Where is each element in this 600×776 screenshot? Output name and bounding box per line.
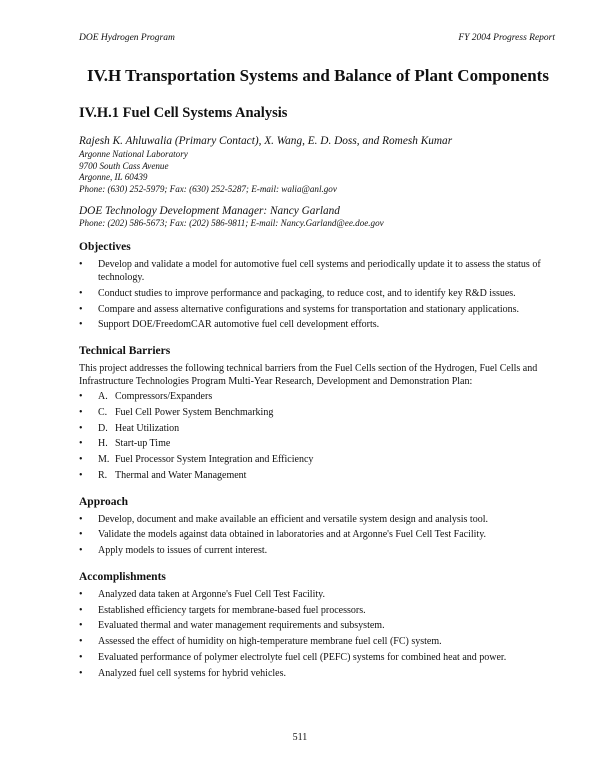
bullet-icon: •	[79, 667, 83, 679]
list-item-text: Conduct studies to improve performance and packaging, to reduce cost, and to identify key R&D issues.	[98, 287, 516, 299]
list-item-text: Develop, document and make available an efficient and versatile system design and analysis tool.	[98, 513, 488, 525]
affiliation-street: 9700 South Cass Avenue	[79, 160, 169, 171]
list-item	[79, 605, 557, 618]
list-item	[79, 545, 557, 558]
list-item	[79, 668, 557, 681]
list-item-text: Compressors/Expanders	[115, 391, 213, 403]
approach-list	[79, 514, 557, 558]
affiliation-contact: Phone: (630) 252-5979; Fax: (630) 252-5287; E-mail: walia@anl.gov	[79, 183, 337, 194]
list-item	[79, 470, 557, 483]
list-item	[79, 391, 557, 404]
list-item-text: Validate the models against data obtained in laboratories and at Argonne's Fuel Cell Test Facility.	[98, 529, 487, 541]
barrier-code: D.	[98, 422, 108, 434]
objectives-heading: Objectives	[79, 241, 131, 254]
list-item	[79, 259, 557, 284]
bullet-icon: •	[79, 529, 83, 541]
list-item	[79, 438, 557, 451]
affiliation-city: Argonne, IL 60439	[79, 172, 148, 183]
bullet-icon: •	[79, 259, 83, 271]
list-item-text: Thermal and Water Management	[115, 470, 247, 481]
list-item-text: Analyzed fuel cell systems for hybrid vehicles.	[98, 667, 286, 679]
affiliation-org: Argonne National Laboratory	[79, 149, 188, 159]
manager-title: DOE Technology Development Manager: Nancy Garland	[79, 205, 340, 218]
bullet-icon: •	[79, 406, 83, 418]
subsection-title: IV.H.1 Fuel Cell Systems Analysis	[79, 105, 288, 121]
list-item-text: Analyzed data taken at Argonne's Fuel Cell Test Facility.	[98, 588, 325, 600]
manager-contact: Phone: (202) 586-5673; Fax: (202) 586-9811; E-mail: Nancy.Garland@ee.doe.gov	[79, 218, 384, 229]
objectives-list	[79, 259, 557, 332]
list-item-text: Evaluated thermal and water management requirements and subsystem.	[98, 620, 385, 632]
list-item-text: Compare and assess alternative configurations and systems for transportation and stationary applications.	[98, 303, 520, 315]
barriers-heading: Technical Barriers	[79, 344, 171, 357]
bullet-icon: •	[79, 470, 83, 481]
bullet-icon: •	[79, 545, 83, 557]
list-item	[79, 319, 557, 332]
bullet-icon: •	[79, 287, 83, 299]
list-item	[79, 589, 557, 602]
page-number: 511	[292, 732, 308, 743]
list-item	[79, 407, 557, 420]
bullet-icon: •	[79, 588, 83, 600]
bullet-icon: •	[79, 620, 83, 632]
bullet-icon: •	[79, 604, 83, 616]
list-item	[79, 620, 557, 633]
approach-heading: Approach	[79, 495, 128, 508]
bullet-icon: •	[79, 454, 83, 466]
list-item-text: Fuel Processor System Integration and Efficiency	[115, 454, 314, 466]
bullet-icon: •	[79, 319, 83, 331]
barriers-intro: This project addresses the following technical barriers from the Fuel Cells section of the Hydrogen, Fuel Cells and Infrastructure Technologies Program Multi-Year Research, Development and Demonstration Plan:	[79, 362, 538, 387]
list-item-text: Support DOE/FreedomCAR automotive fuel cell development efforts.	[98, 319, 380, 331]
barrier-code: R.	[98, 470, 108, 481]
running-header-left: DOE Hydrogen Program	[79, 33, 175, 43]
list-item	[79, 454, 557, 467]
list-item	[79, 514, 557, 527]
list-item-text: Develop and validate a model for automotive fuel cell systems and periodically update it to assess the status of technology.	[98, 259, 541, 283]
barrier-code: C.	[98, 406, 108, 418]
running-header-right: FY 2004 Progress Report	[458, 33, 555, 43]
list-item-text: Fuel Cell Power System Benchmarking	[115, 406, 274, 418]
list-item	[79, 636, 557, 649]
list-item	[79, 288, 557, 301]
list-item-text: Start-up Time	[115, 438, 171, 450]
accomplishments-heading: Accomplishments	[79, 570, 166, 583]
bullet-icon: •	[79, 303, 83, 315]
list-item-text: Established efficiency targets for membrane-based fuel processors.	[98, 604, 366, 616]
authors: Rajesh K. Ahluwalia (Primary Contact), X. Wang, E. D. Doss, and Romesh Kumar	[79, 135, 453, 147]
list-item	[79, 529, 557, 542]
section-title: IV.H Transportation Systems and Balance of Plant Components	[87, 66, 549, 85]
bullet-icon: •	[79, 391, 83, 403]
barrier-code: H.	[98, 438, 108, 450]
list-item-text: Heat Utilization	[115, 422, 180, 434]
barrier-code: M.	[98, 454, 110, 466]
main-content	[79, 66, 557, 683]
list-item	[79, 304, 557, 317]
bullet-icon: •	[79, 438, 83, 450]
barriers-list	[79, 391, 557, 483]
accomplishments-list	[79, 589, 557, 681]
barrier-code: A.	[98, 391, 108, 403]
bullet-icon: •	[79, 422, 83, 434]
list-item	[79, 652, 557, 665]
list-item-text: Assessed the effect of humidity on high-temperature membrane fuel cell (FC) system.	[98, 636, 442, 648]
bullet-icon: •	[79, 636, 83, 648]
list-item-text: Evaluated performance of polymer electrolyte fuel cell (PEFC) systems for combined heat and power.	[98, 651, 507, 663]
bullet-icon: •	[79, 513, 83, 525]
bullet-icon: •	[79, 651, 83, 663]
list-item-text: Apply models to issues of current interest.	[98, 545, 268, 557]
list-item	[79, 423, 557, 436]
